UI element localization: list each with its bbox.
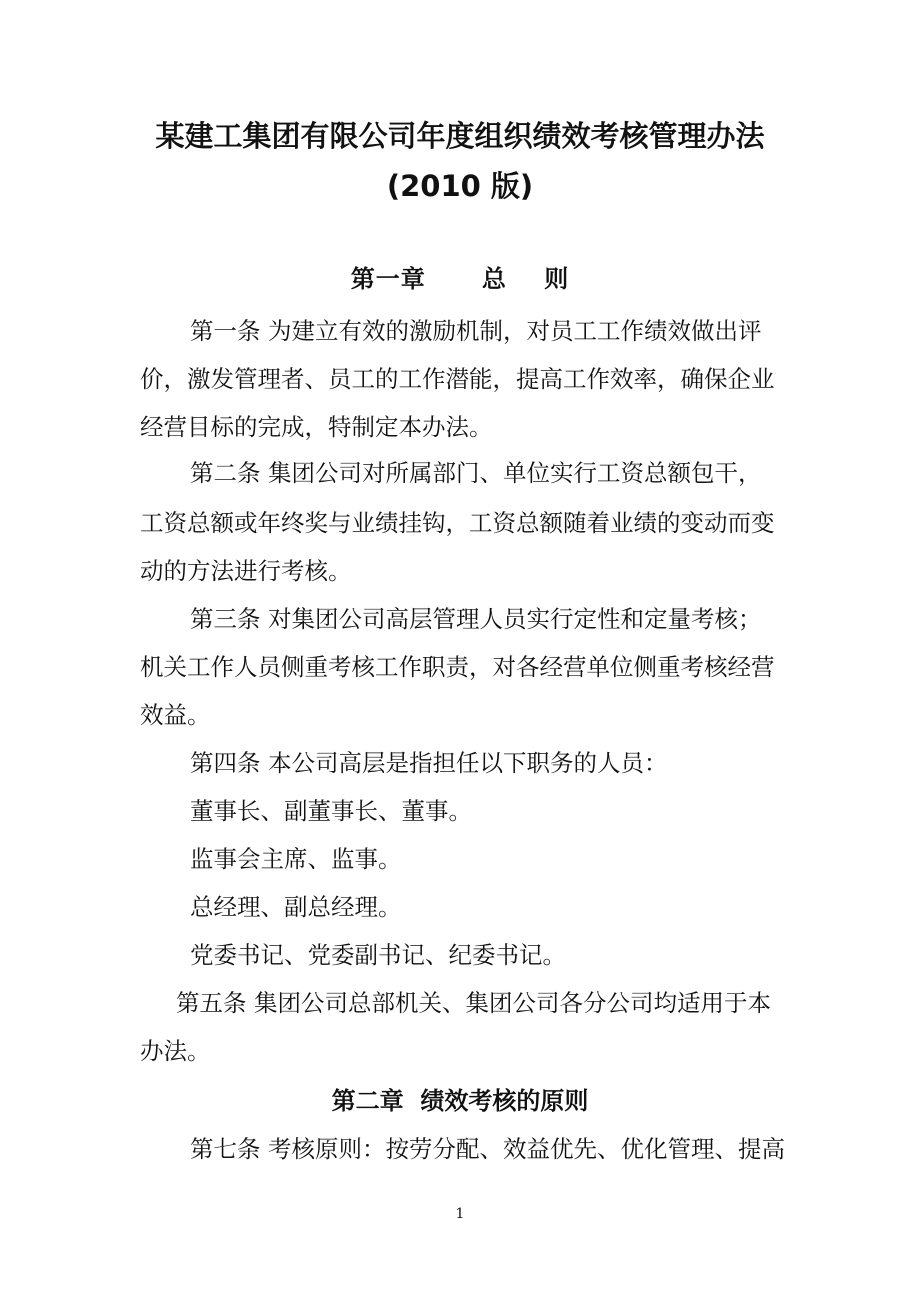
article-2-line-2: 工资总额或年终奖与业绩挂钩，工资总额随着业绩的变动而变 [140,509,775,537]
chapter-1-heading: 第一章 总 则 [350,265,570,293]
article-3-line-2: 机关工作人员侧重考核工作职责，对各经营单位侧重考核经营 [140,653,775,681]
article-4-text: 第四条 本公司高层是指担任以下职务的人员： [190,749,668,777]
article-2-line-3: 动的方法进行考核。 [140,557,352,585]
article-4-item-1: 董事长、副董事长、董事。 [190,797,472,825]
article-7-line-1: 第七条 考核原则：按劳分配、效益优先、优化管理、提高 [190,1135,785,1163]
document-edition: (2010 版) [386,169,534,203]
article-4-item-4: 党委书记、党委副书记、纪委书记。 [190,941,566,969]
article-1-line-2: 价，激发管理者、员工的工作潜能，提高工作效率，确保企业 [140,365,775,393]
article-1-line-3: 经营目标的完成，特制定本办法。 [140,413,493,441]
article-4-item-2: 监事会主席、监事。 [190,845,402,873]
article-3-line-3: 效益。 [140,701,211,729]
article-1-line-1: 第一条 为建立有效的激励机制，对员工工作绩效做出评 [190,317,762,345]
article-3-line-1: 第三条 对集团公司高层管理人员实行定性和定量考核； [190,605,762,633]
document-title: 某建工集团有限公司年度组织绩效考核管理办法 [155,119,765,153]
page-number: 1 [455,1206,465,1222]
article-5-line-2: 办法。 [140,1037,211,1065]
article-2-line-1: 第二条 集团公司对所属部门、单位实行工资总额包干， [190,459,762,487]
chapter-2-heading: 第二章 绩效考核的原则 [331,1087,589,1115]
article-4-item-3: 总经理、副总经理。 [190,893,402,921]
article-5-line-1: 第五条 集团公司总部机关、集团公司各分公司均适用于本 [176,989,771,1017]
